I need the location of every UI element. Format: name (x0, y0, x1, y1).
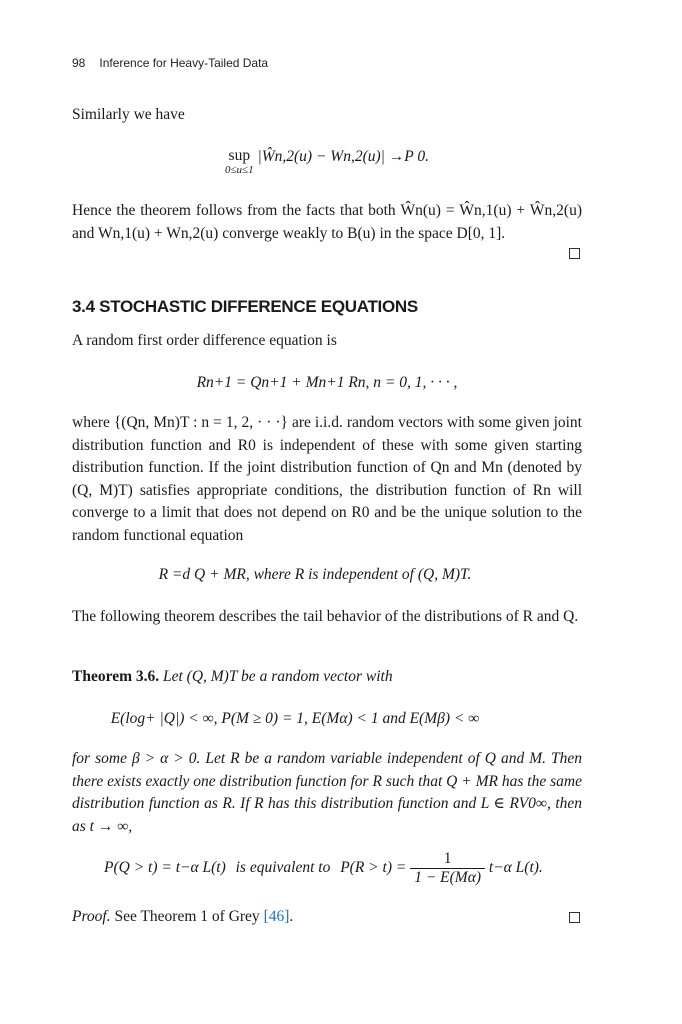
proof-line (72, 906, 582, 929)
sup-range: 0≤u≤1 (225, 164, 254, 176)
running-header (72, 56, 268, 70)
sup-op-label: sup (228, 147, 251, 164)
theorem-conditions: E(log+ |Q|) < ∞, P(M ≥ 0) = 1, E(Mα) < 1 and E(Mβ) < ∞ (110, 710, 480, 727)
tail-middle: is equivalent to (235, 859, 331, 877)
tail-frac-num: 1 (410, 850, 485, 869)
where-paragraph: where {(Qn, Mn)T : n = 1, 2, · · ·} are i.i.d. random vectors with some given joint distribution function and R0 is independent of these with some given starting distribution function. If the joint distribution function of Qn and Mn (denoted by (Q, M)T) satisfies appropriate conditions, the distribution function of Rn will converge to a limit that does not depend on R0 and be the unique solution to the random functional equation (72, 414, 582, 544)
random-eq-intro: A random first order difference equation is (72, 332, 337, 349)
qed-square-icon (569, 248, 580, 259)
sup-body: |Ŵn,2(u) − Wn,2(u)| →P 0. (257, 148, 429, 165)
page-number: 98 (72, 56, 86, 70)
qed-square-icon (569, 912, 580, 923)
theorem-body: for some β > α > 0. Let R be a random variable independent of Q and M. Then there exists exactly one distribution function for R such that Q + MR has the same distribution function as R. If R has this distribution function and L ∈ RV0∞, then as t → ∞, (72, 750, 582, 835)
hence-text: Hence the theorem follows from the facts that both Ŵn(u) = Ŵn,1(u) + Ŵn,2(u) and Wn,1(u) + Wn,2(u) converge weakly to B(u) in the space D[0, 1]. (72, 202, 582, 242)
tail-fraction (410, 850, 485, 887)
hence-paragraph (72, 200, 582, 245)
tail-frac-den: 1 − E(Mα) (414, 869, 482, 886)
tail-right-pre: P(R > t) = (340, 859, 407, 877)
tail-left: P(Q > t) = t−α L(t) (104, 859, 226, 877)
tail-right-post: t−α L(t). (488, 859, 543, 877)
functional-equation: R =d Q + MR, where R is independent of (Q, M)T. (158, 566, 472, 583)
equation-sup-convergence (72, 148, 582, 178)
proof-label: Proof. (72, 908, 111, 925)
theorem-label: Theorem 3.6. (72, 668, 160, 685)
similarly-text: Similarly we have (72, 106, 185, 123)
proof-end: . (289, 908, 294, 925)
running-title: Inference for Heavy-Tailed Data (99, 56, 269, 70)
theorem-intro: Let (Q, M)T be a random vector with (162, 668, 393, 685)
proof-text: See Theorem 1 of Grey (114, 908, 260, 925)
following-paragraph: The following theorem describes the tail behavior of the distributions of R and Q. (72, 608, 579, 625)
tail-equation (104, 850, 584, 887)
proof-citation-link[interactable]: [46] (263, 908, 290, 925)
theorem-statement (72, 666, 582, 689)
difference-equation: Rn+1 = Qn+1 + Mn+1 Rn, n = 0, 1, · · · , (196, 374, 458, 391)
sup-operator (225, 148, 254, 178)
section-title: 3.4 STOCHASTIC DIFFERENCE EQUATIONS (72, 297, 418, 316)
